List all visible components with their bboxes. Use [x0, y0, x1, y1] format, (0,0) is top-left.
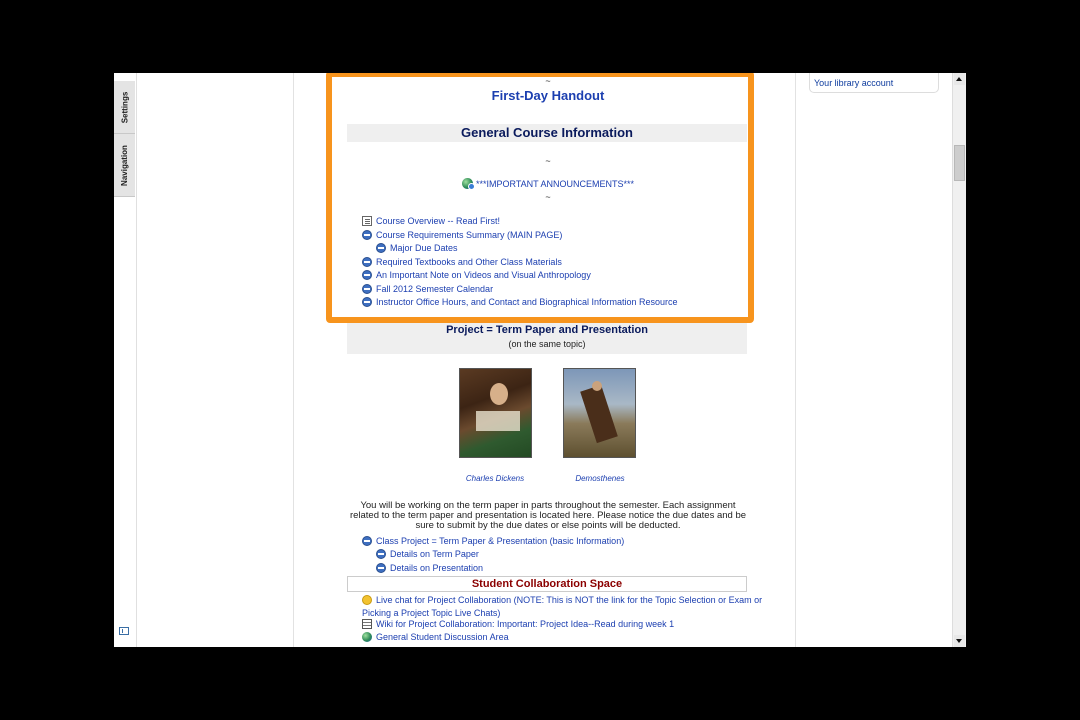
- resource-link[interactable]: Course Overview -- Read First!: [376, 216, 501, 226]
- scroll-down-arrow-icon[interactable]: [954, 635, 965, 647]
- wiki-link[interactable]: Wiki for Project Collaboration: Important: Project Idea--Read during week 1: [376, 619, 675, 629]
- scroll-thumb[interactable]: [954, 145, 965, 181]
- project-link-item[interactable]: [362, 536, 624, 546]
- forum-icon: [462, 178, 473, 189]
- document-icon: [362, 216, 372, 226]
- portrait-image-dickens: [459, 368, 532, 458]
- project-link-item[interactable]: [376, 563, 483, 573]
- resource-item[interactable]: [362, 216, 500, 226]
- tilde-divider: ~: [545, 156, 551, 166]
- dock-tab-settings-label: Settings: [120, 91, 129, 123]
- url-icon: [362, 270, 372, 280]
- resource-item[interactable]: [362, 297, 678, 307]
- library-account-link[interactable]: Your library account: [814, 78, 894, 88]
- chat-item[interactable]: [362, 595, 762, 605]
- chat-link-continued[interactable]: Picking a Project Topic Live Chats): [362, 608, 501, 618]
- left-dock: [114, 73, 137, 647]
- browser-viewport: [114, 73, 966, 647]
- project-link-item[interactable]: [376, 549, 479, 559]
- url-icon: [362, 284, 372, 294]
- wiki-icon: [362, 619, 372, 629]
- project-header-bar: [347, 321, 747, 354]
- vertical-scrollbar[interactable]: [952, 73, 966, 647]
- forum-icon: [362, 632, 372, 642]
- project-link[interactable]: Class Project = Term Paper & Presentation (basic Information): [376, 536, 625, 546]
- resource-link[interactable]: Instructor Office Hours, and Contact and Biographical Information Resource: [376, 297, 678, 307]
- url-icon: [362, 230, 372, 240]
- section-header-bar: [347, 124, 747, 142]
- announcements-link[interactable]: ***IMPORTANT ANNOUNCEMENTS***: [475, 179, 635, 189]
- dock-tab-navigation[interactable]: [114, 134, 135, 197]
- url-icon: [362, 257, 372, 267]
- resource-link[interactable]: Major Due Dates: [390, 243, 458, 253]
- resource-item[interactable]: [362, 230, 562, 240]
- column-divider-right: [795, 73, 796, 647]
- resource-item[interactable]: [362, 257, 562, 267]
- painting-image-demosthenes: [563, 368, 636, 458]
- project-subtitle: (on the same topic): [508, 339, 586, 349]
- caption-right: Demosthenes: [575, 474, 625, 483]
- resource-item[interactable]: [376, 243, 458, 253]
- chat-link[interactable]: Live chat for Project Collaboration (NOTE: This is NOT the link for the Topic Selection or Exam or: [376, 595, 763, 605]
- forum-link[interactable]: General Student Discussion Area: [376, 632, 509, 642]
- resource-item[interactable]: [362, 284, 493, 294]
- url-icon: [376, 549, 386, 559]
- chat-icon: [362, 595, 372, 605]
- handout-title: [347, 88, 749, 103]
- forum-item[interactable]: [362, 632, 509, 642]
- section-title: General Course Information: [461, 125, 633, 140]
- library-block: [809, 73, 939, 93]
- tilde-divider: ~: [545, 192, 551, 202]
- wiki-item[interactable]: [362, 619, 674, 629]
- dock-expand-icon[interactable]: [119, 627, 129, 635]
- resource-link[interactable]: Required Textbooks and Other Class Materials: [376, 257, 562, 267]
- resource-item[interactable]: [362, 270, 591, 280]
- course-content: [347, 73, 763, 647]
- caption-left: Charles Dickens: [465, 474, 525, 483]
- chat-item-continued[interactable]: [362, 608, 500, 618]
- scroll-up-arrow-icon[interactable]: [954, 73, 965, 85]
- resource-link[interactable]: An Important Note on Videos and Visual Anthropology: [376, 270, 591, 280]
- tilde-divider: ~: [545, 76, 551, 86]
- project-description: You will be working on the term paper in parts throughout the semester. Each assignment related to the term paper and presentation is located here. Please notice the due dates and be sure to submit by the due dates or else points will be deducted.: [349, 500, 747, 531]
- project-link[interactable]: Details on Term Paper: [390, 549, 479, 559]
- resource-link[interactable]: Fall 2012 Semester Calendar: [376, 284, 494, 294]
- column-divider-left: [293, 73, 294, 647]
- handout-title-link[interactable]: First-Day Handout: [491, 88, 605, 103]
- project-title: Project = Term Paper and Presentation: [446, 324, 648, 336]
- url-icon: [362, 536, 372, 546]
- url-icon: [376, 563, 386, 573]
- url-icon: [362, 297, 372, 307]
- dock-tab-settings[interactable]: [114, 81, 135, 134]
- dock-tab-navigation-label: Navigation: [120, 144, 129, 186]
- resource-link[interactable]: Course Requirements Summary (MAIN PAGE): [376, 230, 563, 240]
- url-icon: [376, 243, 386, 253]
- collab-section-title: Student Collaboration Space: [347, 576, 747, 592]
- announcements-row: [347, 178, 749, 189]
- project-link[interactable]: Details on Presentation: [390, 563, 484, 573]
